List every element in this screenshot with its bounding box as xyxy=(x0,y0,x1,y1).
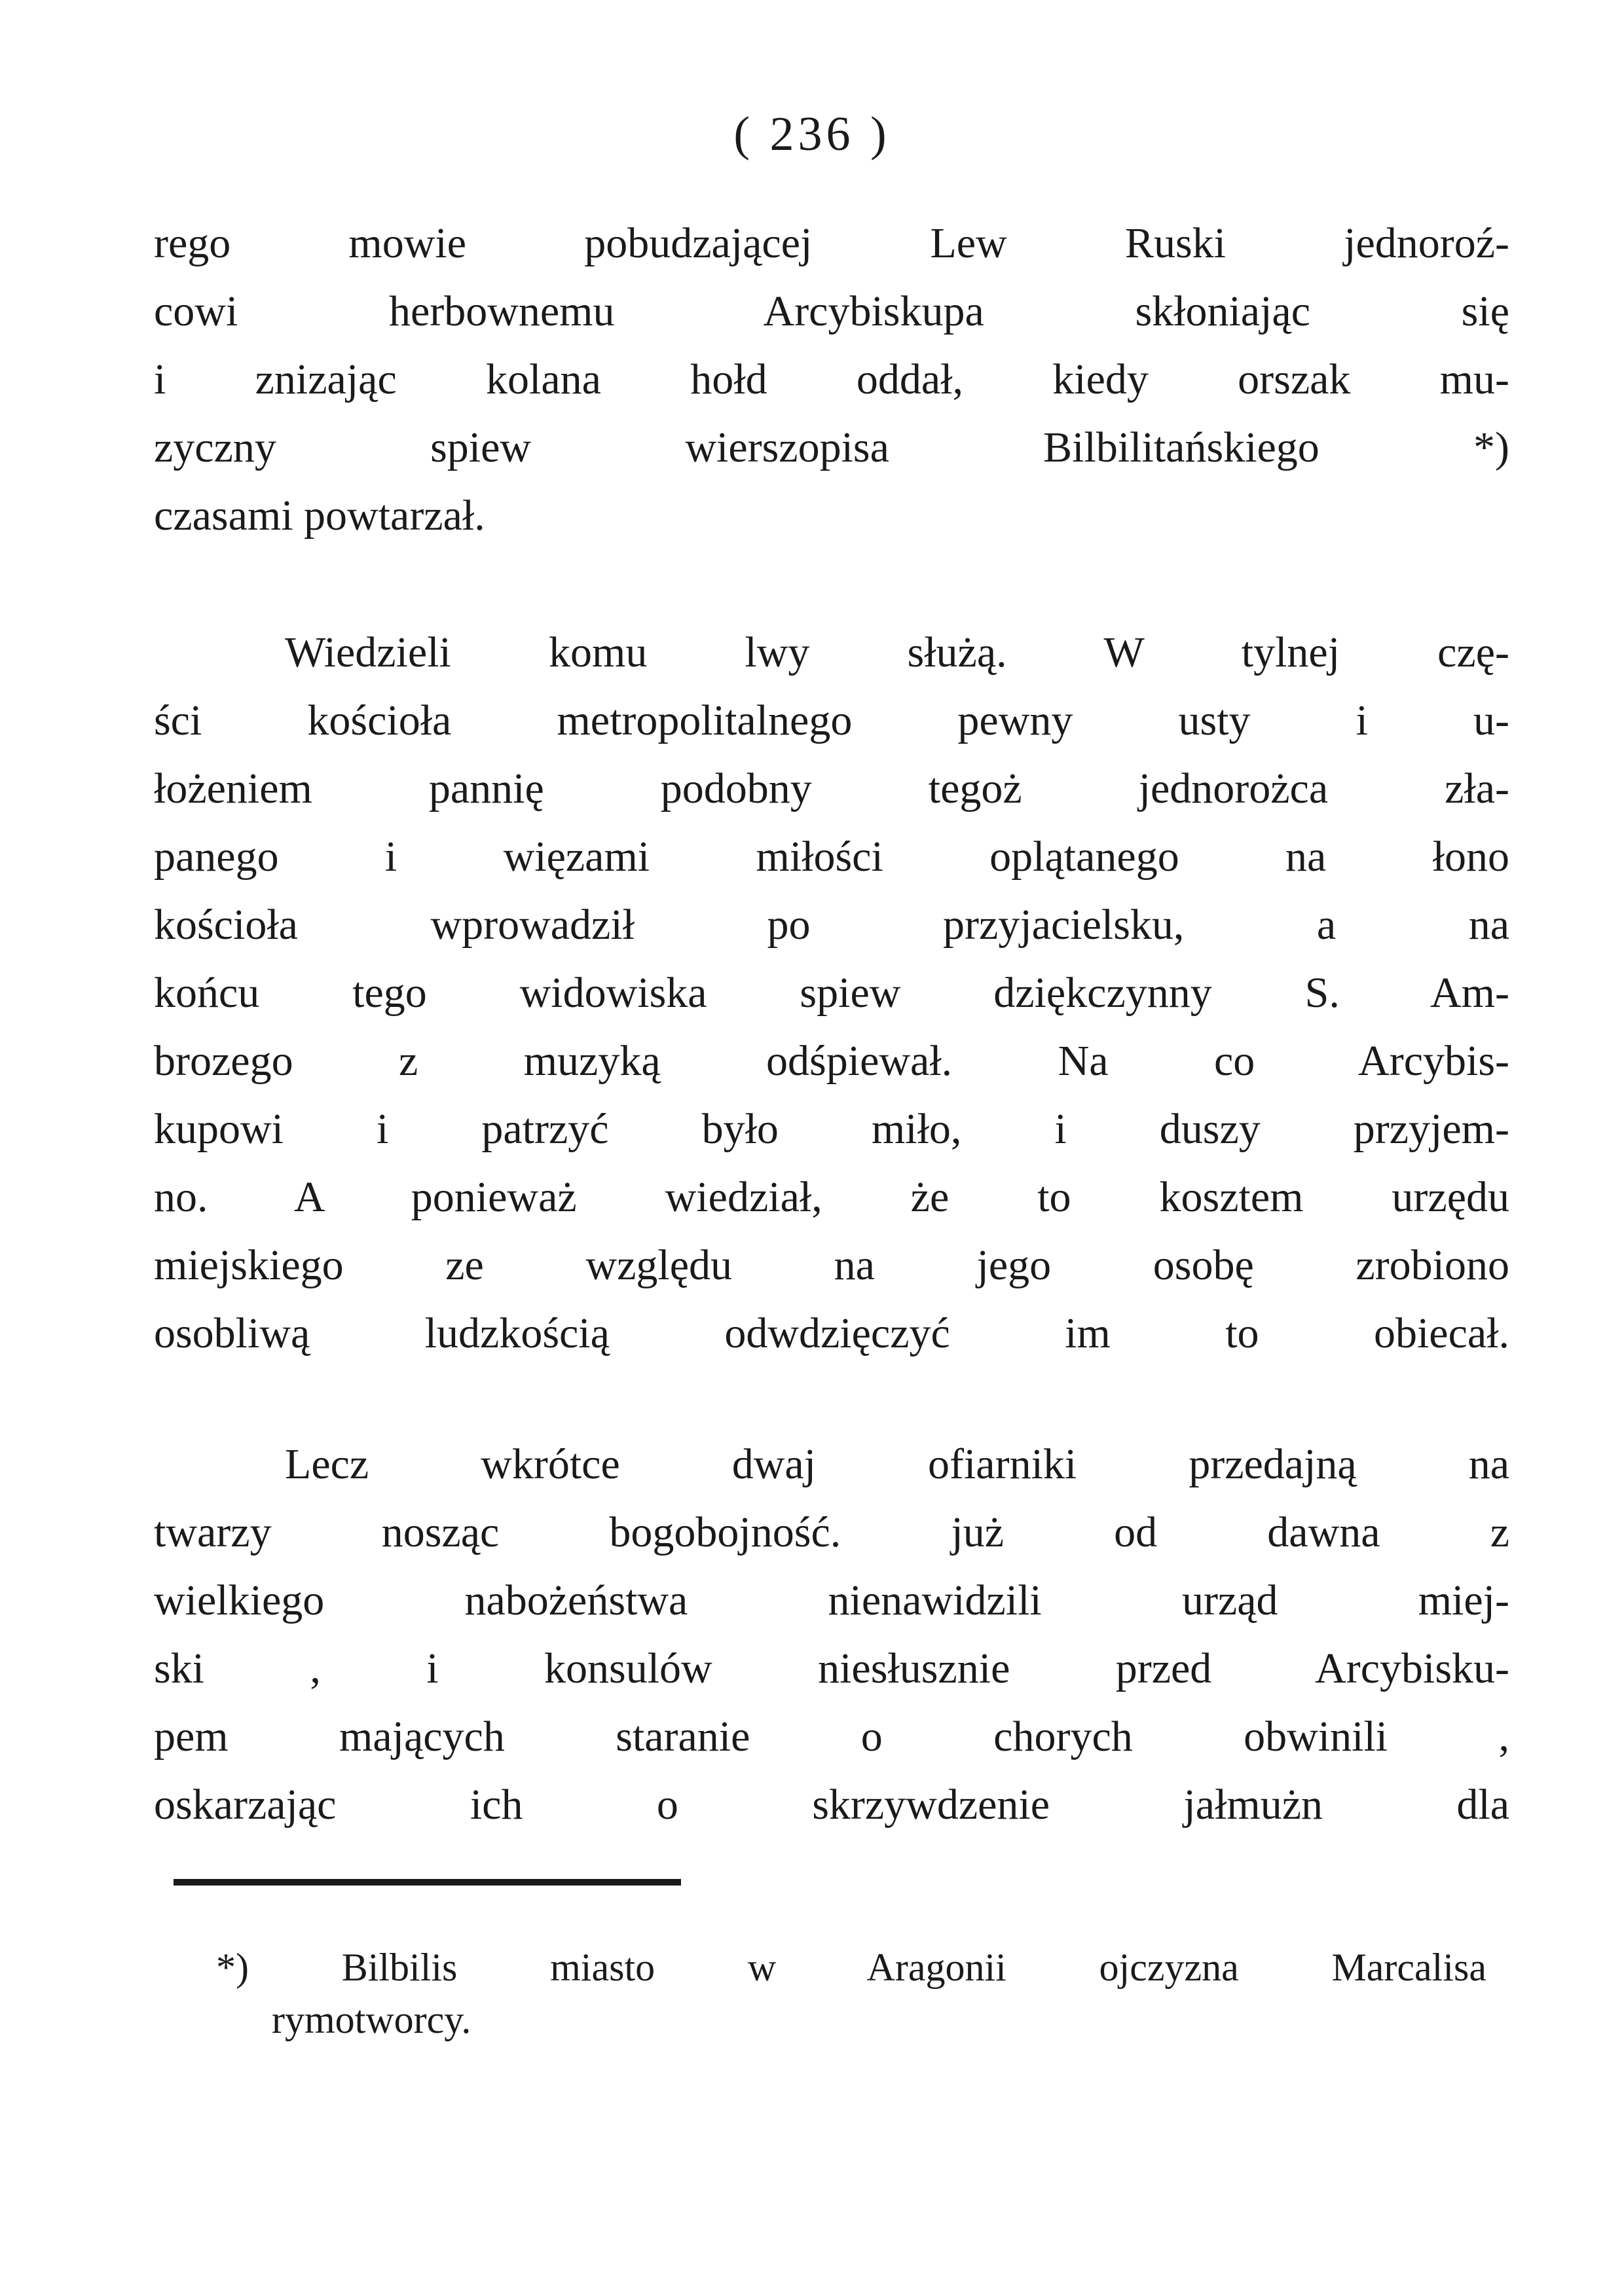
text-line: twarzy nosząc bogobojność. już od dawna z xyxy=(154,1508,1509,1556)
paragraph-1 xyxy=(154,210,1509,550)
footnote xyxy=(216,1941,1486,2046)
text-line: no. A ponieważ wiedział, że to kosztem urzędu xyxy=(154,1173,1509,1221)
text-line: ski , i konsulów niesłusznie przed Arcybisku- xyxy=(154,1645,1509,1692)
paragraph-2 xyxy=(154,619,1509,1368)
text-line: osobliwą ludzkością odwdzięczyć im to obiecał. xyxy=(154,1309,1509,1357)
footnote-line: rymotworcy. xyxy=(272,1998,471,2041)
text-line: i znizając kolana hołd oddał, kiedy orszak mu- xyxy=(154,355,1509,403)
text-line: brozego z muzyką odśpiewał. Na co Arcybis- xyxy=(154,1037,1509,1085)
text-line: Wiedzieli komu lwy służą. W tylnej czę- xyxy=(285,629,1509,676)
text-line: cowi herbownemu Arcybiskupa skłoniając się xyxy=(154,287,1509,335)
text-line: rego mowie pobudzającej Lew Ruski jednoroź- xyxy=(154,219,1509,267)
text-line: pem mających staranie o chorych obwinili , xyxy=(154,1713,1509,1760)
text-line: ści kościoła metropolitalnego pewny usty i u- xyxy=(154,697,1509,744)
footnote-separator-rule xyxy=(174,1879,681,1886)
text-line: końcu tego widowiska spiew dziękczynny S. Am- xyxy=(154,969,1509,1017)
text-line: czasami powtarzał. xyxy=(154,492,485,539)
text-line: zyczny spiew wierszopisa Bilbilitańskiego *) xyxy=(154,424,1509,471)
text-line: panego i więzami miłości oplątanego na łono xyxy=(154,833,1509,881)
text-line: kupowi i patrzyć było miło, i duszy przyjem- xyxy=(154,1105,1509,1153)
text-line: wielkiego nabożeństwa nienawidzili urząd miej- xyxy=(154,1576,1509,1624)
text-line: łożeniem pannię podobny tegoż jednorożca zła- xyxy=(154,765,1509,812)
text-line: miejskiego ze względu na jego osobę zrobiono xyxy=(154,1241,1509,1289)
page-number: ( 236 ) xyxy=(733,107,891,161)
footnote-line: *) Bilbilis miasto w Aragonii ojczyzna Marcalisa xyxy=(216,1946,1486,1989)
text-line: kościoła wprowadził po przyjacielsku, a na xyxy=(154,901,1509,949)
paragraph-3 xyxy=(154,1430,1509,1839)
text-line: oskarzając ich o skrzywdzenie jałmużn dla xyxy=(154,1781,1509,1829)
text-line: Lecz wkrótce dwaj ofiarniki przedajną na xyxy=(285,1440,1509,1488)
